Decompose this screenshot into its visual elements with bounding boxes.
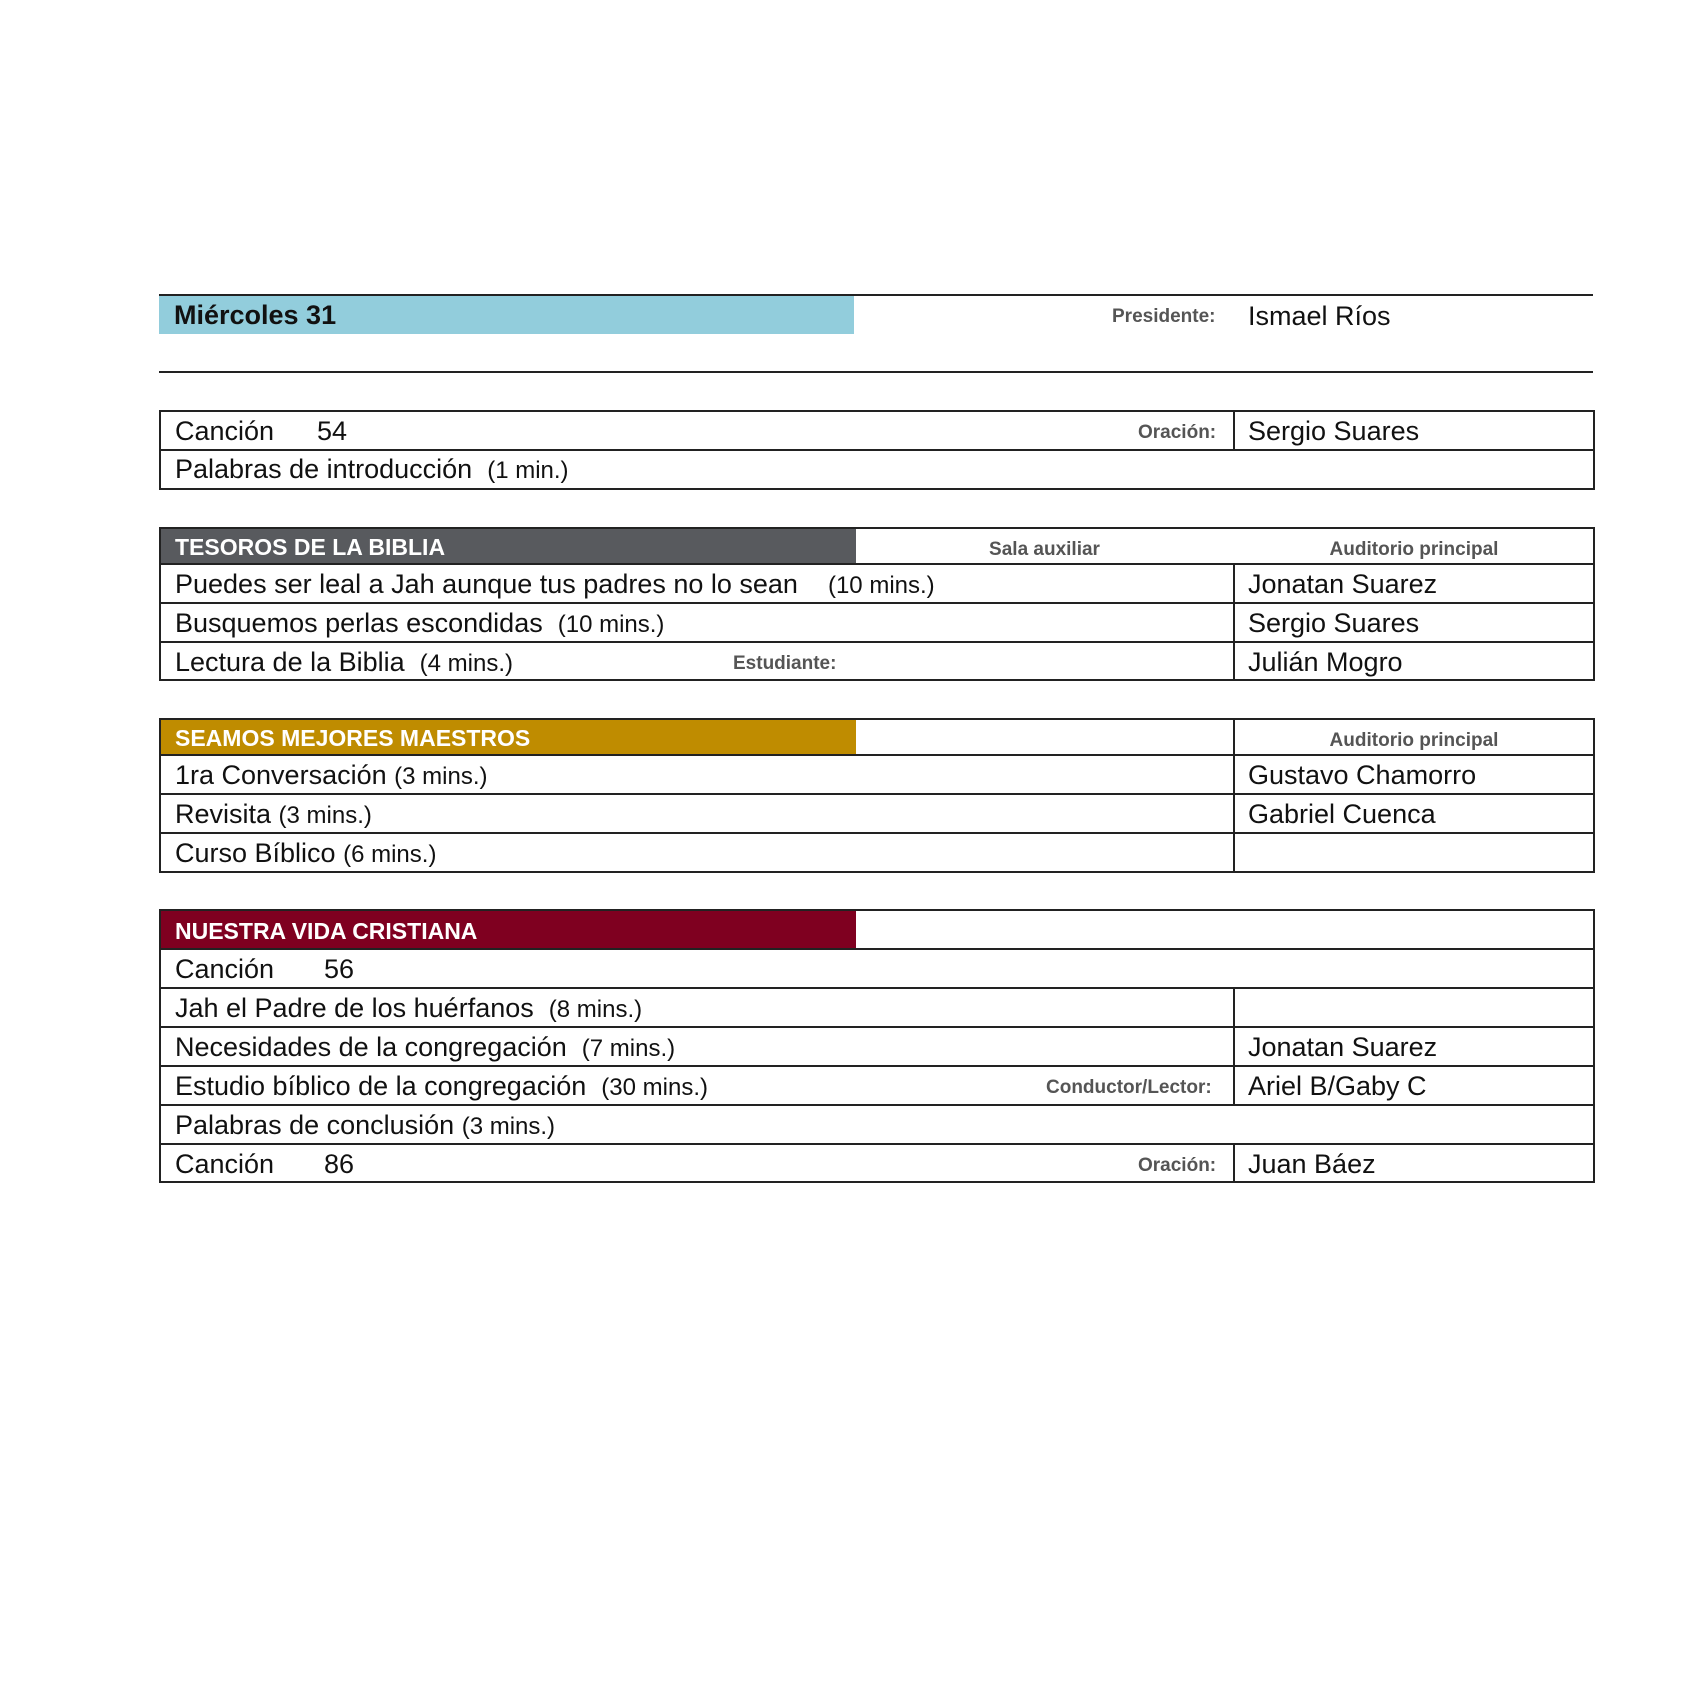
intro-title <box>175 456 569 483</box>
vida-item-2-main: Jonatan Suarez <box>1248 1032 1438 1062</box>
vida-song1-label: Canción <box>175 954 275 984</box>
tesoros-item-3-main: Julián Mogro <box>1248 647 1403 677</box>
president-label: Presidente: <box>1112 306 1216 327</box>
conductor-label: Conductor/Lector: <box>1046 1077 1212 1098</box>
tesoros-title: TESOROS DE LA BIBLIA <box>175 534 446 560</box>
tesoros-band <box>161 529 856 564</box>
closing-duration: (3 mins.) <box>461 1113 556 1140</box>
vida-item-2-title <box>175 1034 675 1061</box>
tesoros-table <box>159 527 1595 681</box>
tesoros-col-aux: Sala auxiliar <box>989 539 1100 560</box>
vida-table <box>159 909 1595 1183</box>
maestros-band <box>161 720 856 755</box>
maestros-item-1-main: Gustavo Chamorro <box>1248 760 1477 790</box>
header-bottom-rule <box>159 371 1593 373</box>
vida-song2-number: 86 <box>324 1149 355 1179</box>
president-name: Ismael Ríos <box>1248 301 1391 331</box>
vida-item-1-title <box>175 995 642 1022</box>
maestros-item-3-duration: (6 mins.) <box>343 841 437 868</box>
day-title: Miércoles 31 <box>174 300 337 330</box>
closing-title <box>175 1112 555 1139</box>
tesoros-item-1-title <box>175 571 935 598</box>
maestros-item-2-text: Revisita <box>175 799 272 829</box>
tesoros-item-1-text: Puedes ser leal a Jah aunque tus padres no lo sean <box>175 569 798 599</box>
tesoros-item-3-duration: (4 mins.) <box>419 650 514 677</box>
tesoros-item-1-main: Jonatan Suarez <box>1248 569 1438 599</box>
opening-table <box>159 410 1595 490</box>
vida-song2-label: Canción <box>175 1149 275 1179</box>
vida-band <box>161 911 856 949</box>
closing-title-text: Palabras de conclusión <box>175 1110 455 1140</box>
tesoros-item-2-main: Sergio Suares <box>1248 608 1420 638</box>
vida-item-1-duration: (8 mins.) <box>548 996 643 1023</box>
tesoros-item-3-text: Lectura de la Biblia <box>175 647 405 677</box>
tesoros-item-2-text: Busquemos perlas escondidas <box>175 608 543 638</box>
opening-song-label: Canción <box>175 416 275 446</box>
vida-item-3-text: Estudio bíblico de la congregación <box>175 1071 587 1101</box>
student-label: Estudiante: <box>733 653 837 674</box>
intro-title-text: Palabras de introducción <box>175 454 473 484</box>
maestros-item-1-duration: (3 mins.) <box>394 763 488 790</box>
vida-title: NUESTRA VIDA CRISTIANA <box>175 918 478 944</box>
closing-prayer-name: Juan Báez <box>1248 1149 1376 1179</box>
opening-prayer-name: Sergio Suares <box>1248 416 1420 446</box>
maestros-item-3-title <box>175 840 436 867</box>
opening-prayer-label: Oración: <box>1138 422 1217 443</box>
maestros-item-2-duration: (3 mins.) <box>278 802 372 829</box>
closing-prayer-label: Oración: <box>1138 1155 1217 1176</box>
tesoros-item-2-duration: (10 mins.) <box>557 611 665 638</box>
intro-duration: (1 min.) <box>487 457 569 484</box>
maestros-item-2-title <box>175 801 372 828</box>
vida-item-2-text: Necesidades de la congregación <box>175 1032 567 1062</box>
maestros-table <box>159 718 1595 873</box>
opening-song-number: 54 <box>317 416 348 446</box>
tesoros-col-main: Auditorio principal <box>1329 539 1499 560</box>
tesoros-item-1-duration: (10 mins.) <box>827 572 935 599</box>
maestros-item-1-text: 1ra Conversación <box>175 760 387 790</box>
maestros-item-1-title <box>175 762 487 789</box>
vida-item-2-duration: (7 mins.) <box>581 1035 676 1062</box>
vida-song1-number: 56 <box>324 954 355 984</box>
vida-item-3-title <box>175 1073 708 1100</box>
vida-item-3-main: Ariel B/Gaby C <box>1248 1071 1427 1101</box>
tesoros-item-2-title <box>175 610 664 637</box>
maestros-col-main: Auditorio principal <box>1329 730 1499 751</box>
vida-item-3-duration: (30 mins.) <box>601 1074 708 1101</box>
maestros-title: SEAMOS MEJORES MAESTROS <box>175 725 531 751</box>
vida-item-1-text: Jah el Padre de los huérfanos <box>175 993 534 1023</box>
tesoros-item-3-title <box>175 649 513 676</box>
maestros-item-3-text: Curso Bíblico <box>175 838 336 868</box>
maestros-item-2-main: Gabriel Cuenca <box>1248 799 1436 829</box>
